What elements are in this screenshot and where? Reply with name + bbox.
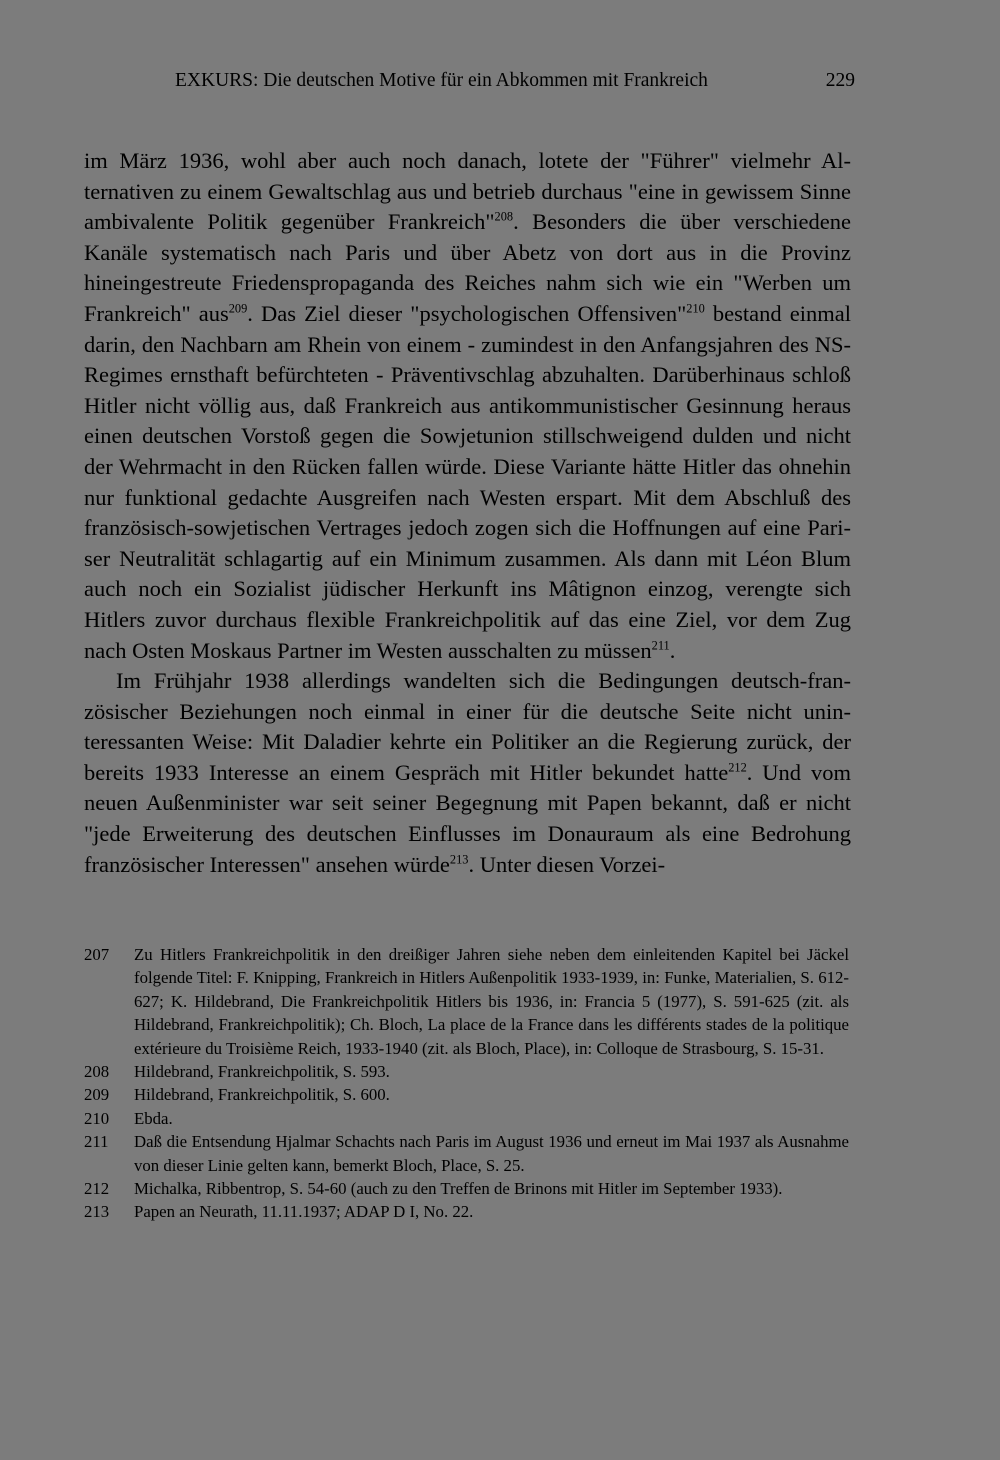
footnote-ref: 212 <box>728 760 747 775</box>
footnote-ref: 211 <box>651 638 670 652</box>
footnote-text: Hildebrand, Frankreichpolitik, S. 600. <box>134 1085 390 1105</box>
footnote-number: 211 <box>84 1132 109 1152</box>
page-number: 229 <box>825 70 855 91</box>
footnote <box>84 1107 849 1130</box>
text-run: bestand einmal darin, den Nachbarn am Rhein von einem - zumindest in den Anfangsjahren des NS-Regimes ernsthaft befürchteten - Präventivschlag abzuhalten. Darüberhinaus schloß Hitler nicht völlig aus, daß Frankreich aus antikommunistischer Gesinnung heraus einen deutschen Vorstoß gegen die Sowjetunion stillschweigend dulden und nicht der Wehrmacht in den Rücken fallen würde. Diese Variante hätte Hitler das ohnehin nur funktional gedachte Ausgreifen nach Westen erspart. Mit dem Abschluß des französisch-sowjetischen Vertrages jedoch zogen sich die Hoffnungen auf eine Pariser Neutralität schlagartig auf ein Minimum zusammen. Als dann mit Léon Blum auch noch ein Sozialist jüdischer Herkunft ins Mâtignon einzog, verengte sich Hitlers zuvor durchaus flexible Frankreichpolitik auf das eine Ziel, vor dem Zug nach Osten Moskaus Partner im Westen ausschalten zu müssen <box>84 300 851 663</box>
footnote-ref: 209 <box>228 301 248 316</box>
text-run: im März 1936, wohl aber auch noch danach, lotete der "Führer" vielmehr Alternativen zu einem Gewaltschlag aus und betrieb durchaus "eine in gewissem Sinne ambivalente Politik gegenüber Frankreich" <box>84 148 851 235</box>
text-run: . Und vom neuen Außenminister war seit seiner Begegnung mit Papen bekannt, daß er nicht "jede Erweiterung des deutschen Einflusses im Donauraum als eine Bedrohung französischer Interessen" ansehen würde <box>84 759 851 877</box>
footnote <box>84 1130 849 1177</box>
footnote-text: Michalka, Ribbentrop, S. 54-60 (auch zu den Treffen de Brinons mit Hitler im September 1933). <box>134 1179 783 1199</box>
footnote-text: Zu Hitlers Frankreichpolitik in den dreißiger Jahren siehe neben dem einleitenden Kapitel bei Jäckel folgende Titel: F. Knipping, Frankreich in Hitlers Außenpolitik 1933-1939, in: Funke, Materialien, S. 612-627; K. Hildebrand, Die Frankreichpolitik Hitlers bis 1936, in: Francia 5 (1977), S. 591-625 (zit. als Hildebrand, Frankreichpolitik); Ch. Bloch, La place de la France dans les différents stades de la politique extérieure du Troisième Reich, 1933-1940 (zit. als Bloch, Place), in: Colloque de Strasbourg, S. 15-31. <box>134 945 849 1058</box>
footnote-number: 207 <box>84 945 110 964</box>
text-run: . <box>669 637 676 663</box>
footnote-number: 210 <box>84 1108 110 1128</box>
footnote <box>84 943 849 1060</box>
text-run: . Besonders die über verschiedene Kanäle systematisch nach Paris und über Abetz von dort aus in die Provinz hineingestreute Friedenspropaganda des Reiches nahm sich wie ein "Werben um Frankreich" aus <box>84 209 851 326</box>
footnote-ref: 213 <box>449 852 469 867</box>
footnotes <box>84 943 849 1224</box>
footnote <box>84 1083 849 1106</box>
footnote-number: 208 <box>84 1062 110 1082</box>
footnote <box>84 1060 849 1083</box>
running-header <box>175 66 855 96</box>
main-text <box>84 146 851 880</box>
text-run: . Unter diesen Vorzei- <box>468 851 666 877</box>
footnote-number: 212 <box>84 1179 110 1199</box>
footnote-text: Hildebrand, Frankreichpolitik, S. 593. <box>134 1062 390 1082</box>
footnote <box>84 1177 849 1200</box>
footnote-number: 213 <box>84 1202 110 1222</box>
text-run: . Das Ziel dieser "psychologischen Offensiven" <box>247 300 687 326</box>
paragraph-1 <box>84 146 851 666</box>
footnote-text: Daß die Entsendung Hjalmar Schachts nach Paris im August 1936 und erneut im Mai 1937 als Ausnahme von dieser Linie gelten kann, bemerkt Bloch, Place, S. 25. <box>134 1132 849 1175</box>
paragraph-2 <box>84 666 851 880</box>
footnote-ref: 208 <box>494 209 514 224</box>
footnote-number: 209 <box>84 1085 110 1105</box>
footnote <box>84 1200 849 1223</box>
footnote-ref: 210 <box>686 301 705 316</box>
footnote-text: Ebda. <box>134 1108 173 1128</box>
running-title: EXKURS: Die deutschen Motive für ein Abkommen mit Frankreich <box>175 70 708 91</box>
footnote-text: Papen an Neurath, 11.11.1937; ADAP D I, No. 22. <box>134 1202 474 1222</box>
text-run: Im Frühjahr 1938 allerdings wandelten sich die Bedingungen deutsch-französischer Beziehungen noch einmal in einer für die deutsche Seite nicht uninteressanten Weise: Mit Daladier kehrte ein Politiker an die Regierung zurück, der bereits 1933 Interesse an einem Gespräch mit Hitler bekundet hatte <box>84 668 851 785</box>
